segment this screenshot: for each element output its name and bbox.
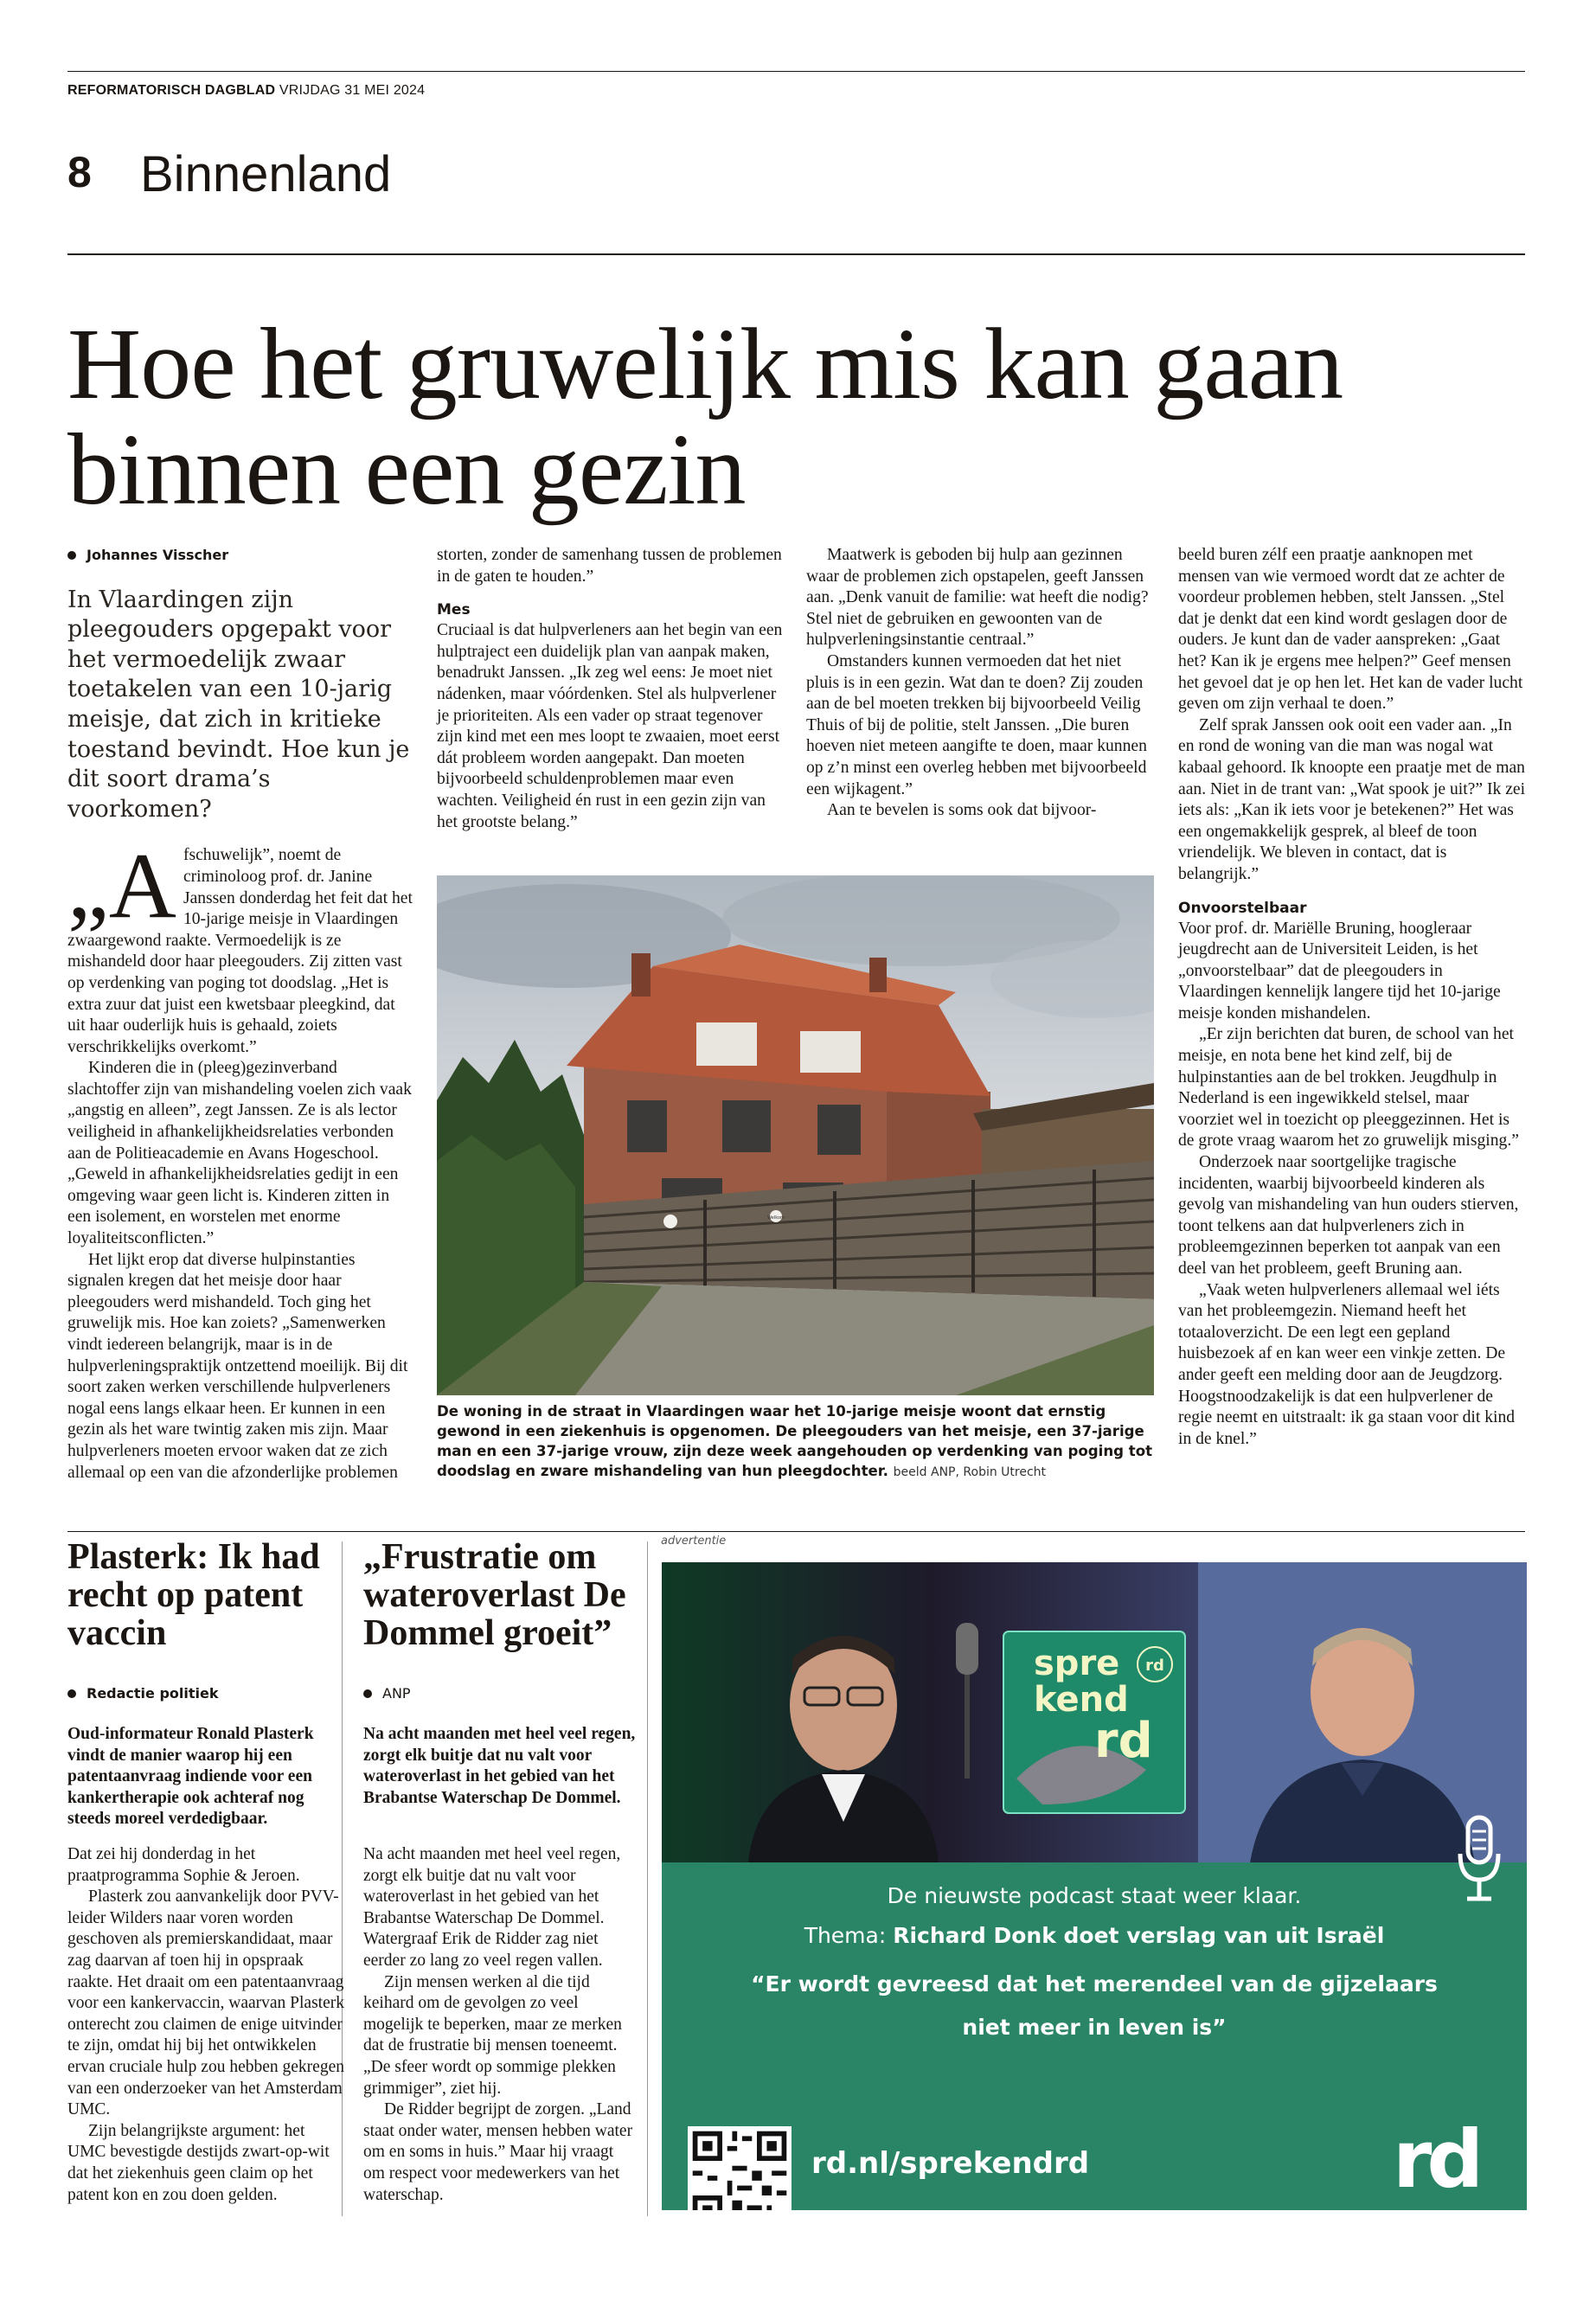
brief-dommel-body <box>363 1844 638 2206</box>
logo-line-2: kend <box>1034 1680 1129 1720</box>
ad-theme-label: Thema: <box>804 1923 887 1948</box>
brief-plasterk-lead: Oud-informateur Ronald Plasterk vindt de manier waarop hij een patentaanvraag indiende voor een kankertherapie ook achteraf nog steeds moreel verdedigbaar. <box>67 1725 314 1829</box>
podcast-advertisement[interactable] <box>662 1562 1527 2210</box>
paragraph: Zijn belangrijkste argument: het UMC bevestigde destijds zwart-op-wit dat het ziekenhuis geen claim op het patent kon en zou doen gelden. <box>67 2121 330 2204</box>
paragraph: Plasterk zou aanvankelijk door PVV-leider Wilders naar voren worden geschoven als premierskandidaat, maar zag daarvan af toen hij in opspraak raakte. Het draait om een patentaanvraag voor een kankervaccin, waarvan Plasterk onterecht zou claimen de enige uitvinder te zijn, omdat hij bij het ontwikkelen ervan cruciale hulp zou hebben gekregen van een onderzoeker van het Amsterdam UMC. <box>67 1888 344 2119</box>
paragraph: De Ridder begrijpt de zorgen. „Land staat onder water, mensen hebben water om en soms in huis.” Maar hij vraagt om respect voor medewerkers van het waterschap. <box>363 2100 633 2204</box>
brief-dommel-author: ANP <box>382 1685 411 1702</box>
paragraph: storten, zonder de samenhang tussen de problemen in de gaten te houden.” <box>437 546 782 586</box>
paragraph: Kinderen die in (pleeg)gezinverband slachtoffer zijn van mishandeling voelen zich vaak „angstig en alleen”, zegt Janssen. Ze is als lector veiligheid in afhankelijkheidsrelaties verbonden aan de Politieacademie en Avans Hogeschool. „Geweld in afhankelijkheidsrelaties gedijt in een omgeving waar geen licht is. Kinderen zitten in een isolement, en worstelen met enorme loyaliteitsconflicten.” <box>67 1059 412 1248</box>
article-column-4 <box>1178 545 1527 1450</box>
rd-brand-logo: rd <box>1393 2113 1479 2206</box>
publication-date: VRIJDAG 31 MEI 2024 <box>279 83 426 98</box>
logo-line-1: spre <box>1034 1644 1120 1683</box>
ad-label: advertentie <box>661 1535 727 1548</box>
paragraph: „Er zijn berichten dat buren, de school van het meisje, en nota bene het kind zelf, bij de hulpinstanties aan de bel trokken. Jeugdhulp in Nederland is een ingewikkeld stelsel, maar voorziet wel in toezicht op pleeggezinnen. Het is de grote vraag waarom het zo gruwelijk misging.” <box>1178 1025 1519 1150</box>
ad-theme: Richard Donk doet verslag van uit Israël <box>893 1923 1385 1948</box>
brief-plasterk-author: Redactie politiek <box>87 1685 219 1702</box>
paragraph: Zelf sprak Janssen ook ooit een vader aan. „In en rond de woning van die man was nogal wat kabaal gehoord. Ik knoopte een praatje met de man aan. Niet in de trant van: „Wat spook je uit?” Ik zei iets als: „Kan ik iets voor je betekenen?” Het was een ongemakkelijk gesprek, al bleef de toon vriendelijk. We bleven in contact, dat is belangrijk.” <box>1178 715 1526 883</box>
article-byline <box>67 545 413 567</box>
page-number: 8 <box>67 148 92 196</box>
article-column-3 <box>806 545 1152 822</box>
podcast-ad-image <box>662 1562 1527 1862</box>
photo-sign-text: Welkom <box>767 1215 785 1221</box>
brief-dommel-byline <box>363 1685 411 1702</box>
brief-dommel-lead: Na acht maanden met heel veel regen, zorgt elk buitje dat nu valt voor wateroverlast in het gebied van het Brabantse Waterschap De Dommel. <box>363 1725 636 1807</box>
qr-code-icon[interactable] <box>688 2126 792 2210</box>
logo-line-3: rd <box>1094 1713 1153 1769</box>
article-column-1 <box>67 545 413 1484</box>
paragraph: fschuwelijk”, noemt de criminoloog prof. dr. Janine Janssen donderdag het feit dat het 10-jarige meisje in Vlaardingen zwaargewond raakte. Vermoedelijk is ze mishandeld door haar pleegouders. Zij zitten vast op verdenking van poging tot doodslag. „Het is extra zuur dat juist een kwetsbaar pleegkind, dat uit haar ouderlijk huis is gehaald, zoiets verschrikkelijks overkomt.” <box>67 846 413 1056</box>
publication-name: REFORMATORISCH DAGBLAD <box>67 83 276 98</box>
brief-plasterk-title: Plasterk: Ik had recht op patent vaccin <box>67 1537 320 1653</box>
paragraph: Voor prof. dr. Mariëlle Bruning, hoogleraar jeugdrecht aan de Universiteit Leiden, is het „onvoorstelbaar” dat de pleegouders in Vlaardingen kennelijk langere tijd het 10-jarige meisje konden mishandelen. <box>1178 919 1501 1022</box>
article-column-2 <box>437 545 783 833</box>
paragraph: Cruciaal is dat hulpverleners aan het begin van een hulptraject een duidelijk plan van aanpak maken, benadrukt Janssen. „Ik zeg wel eens: Je moet niet nádenken, maar vóórdenken. Stel als hulpverlener je prioriteiten. Als een vader op straat tegenover zijn kind met een mes loopt te zwaaien, moet eerst dát probleem worden aangepakt. Dan moeten bijvoorbeeld schuldenproblemen maar even wachten. Veiligheid én rust in een gezin zijn van het grootste belang.” <box>437 621 783 831</box>
microphone-icon <box>1453 1812 1505 1907</box>
ad-text-panel <box>662 1862 1527 2210</box>
photo-credit: beeld ANP, Robin Utrecht <box>893 1465 1047 1479</box>
paragraph: Het lijkt erop dat diverse hulpinstanties signalen kregen dat het meisje door haar pleegouders werd mishandeld. Toch ging het gruwelijk mis. Hoe kan zoiets? „Samenwerken vindt iedereen belangrijk, maar is in de hulpverleningspraktijk ontzettend moeilijk. Bij dit soort zaken werken verschillende hulpverleners nogal eens langs elkaar heen. Er kunnen in een gezin als het ware twintig zaken mis zijn. Maar hulpverleners moeten ervoor waken dat ze zich allemaal op een van die afzonderlijke problemen <box>67 1250 408 1482</box>
paragraph: Na acht maanden met heel veel regen, zorgt elk buitje dat nu valt voor wateroverlast in het gebied van het Brabantse Waterschap De Dommel. Watergraaf Erik de Ridder zag niet eerder zo lang zo veel regen vallen. <box>363 1845 621 1970</box>
subhead-onvoorstelbaar: Onvoorstelbaar <box>1178 899 1307 917</box>
author-name: Johannes Visscher <box>87 547 229 563</box>
article-headline: Hoe het gruwelijk mis kan gaan binnen een gezin <box>67 307 1343 526</box>
paragraph: Omstanders kunnen vermoeden dat het niet pluis is in een gezin. Wat dan te doen? Zij zouden aan de bel moeten trekken bij bijvoorbeeld Veilig Thuis of bij de politie, stelt Janssen. „Die buren hoeven niet meteen aangifte te doen, maar kunnen op z’n minst een overleg hebben met bijvoorbeeld een wijkagent.” <box>806 651 1147 798</box>
house-photo <box>437 875 1154 1395</box>
paragraph: Dat zei hij donderdag in het praatprogramma Sophie & Jeroen. <box>67 1845 300 1885</box>
paragraph: Zijn mensen werken al die tijd keihard om de gevolgen zo veel mogelijk te beperken, maar ze merken dat de frustratie bij mensen toeneemt. „De sfeer wordt op sommige plekken grimmiger”, ziet hij. <box>363 1972 622 2098</box>
article-intro: In Vlaardingen zijn pleegouders opgepakt voor het vermoedelijk zwaar toetakelen van een 10-jarig meisje, dat zich in kritieke toestand bevindt. Hoe kun je dit soort drama’s voorkomen? <box>67 586 410 823</box>
publication-meta <box>67 83 425 99</box>
dropcap: „A <box>67 835 176 939</box>
caption-text: De woning in de straat in Vlaardingen waar het 10-jarige meisje woont dat ernstig gewond in een ziekenhuis is opgenomen. De pleegouders van het meisje, een 37-jarige man en een 37-jarige vrouw, zijn deze week aangehouden op verdenking van poging tot doodslag en zware mishandeling van hun pleegdochter. <box>437 1403 1153 1479</box>
paragraph: Onderzoek naar soortgelijke tragische incidenten, waarbij bijvoorbeeld kinderen als gevolg van mishandeling van hun ouders stierven, toont telkens aan dat hulpverleners zich in probleemgezinnen beperken tot aanpak van een deel van het probleem, geeft Bruning aan. <box>1178 1153 1519 1278</box>
brief-divider-2 <box>647 1541 648 2216</box>
bottom-section-rule <box>67 1531 1525 1532</box>
ad-quote-line-1: “Er wordt gevreesd dat het merendeel van de gijzelaars <box>751 1971 1438 1997</box>
section-rule <box>67 253 1525 255</box>
paragraph: beeld buren zélf een praatje aanknopen met mensen van wie vermoed wordt dat ze achter de voordeur problemen hebben, stelt Janssen. „Stel dat je denkt dat een kind wordt geslagen door de ouders. Je kunt dan de vader aanspreken: „Gaat het? Kan ik je ergens mee helpen?” Geef mensen het gevoel dat je op hen let. Het kan de vader lucht geven om zijn verhaal te doen.” <box>1178 546 1523 714</box>
ad-url-link[interactable]: rd.nl/sprekendrd <box>811 2146 1090 2181</box>
opening-paragraph <box>67 835 413 1058</box>
subhead-mes: Mes <box>437 601 471 619</box>
ad-announcement: De nieuwste podcast staat weer klaar. <box>887 1883 1302 1908</box>
byline-bullet-icon <box>67 1689 76 1698</box>
top-rule <box>67 71 1525 72</box>
byline-bullet-icon <box>363 1689 372 1698</box>
photo-caption <box>437 1401 1154 1483</box>
logo-badge: rd <box>1145 1657 1164 1675</box>
brief-plasterk-byline <box>67 1685 219 1702</box>
paragraph: Maatwerk is geboden bij hulp aan gezinnen waar de problemen zich opstapelen, geeft Janssen aan. „Denk vanuit de familie: wat heeft die nodig? Stel niet de gebruiken en gewoonten van de hulpverleningsinstantie centraal.” <box>806 546 1149 650</box>
brief-plasterk-body <box>67 1844 344 2206</box>
ad-quote <box>662 1963 1527 2049</box>
paragraph: Aan te bevelen is soms ook dat bijvoor- <box>827 801 1097 820</box>
brief-dommel-title: „Frustratie om wateroverlast De Dommel groeit” <box>363 1537 626 1653</box>
ad-theme-line <box>662 1923 1527 1948</box>
paragraph: „Vaak weten hulpverleners allemaal wel iéts van het probleemgezin. Niemand heeft het totaaloverzicht. De een legt een gepland huisbezoek af en kan weer een vinkje zetten. De ander geeft een melding door aan de Jeugdzorg. Hoogstnoodzakelijk is dat een hulpverlener de regie neemt en uitstraalt: ik ga staan voor dit kind in de knel.” <box>1178 1280 1516 1448</box>
section-title: Binnenland <box>140 146 392 202</box>
byline-bullet-icon <box>67 551 76 560</box>
article-photo <box>437 875 1154 1395</box>
ad-quote-line-2: niet meer in leven is” <box>962 2015 1227 2040</box>
